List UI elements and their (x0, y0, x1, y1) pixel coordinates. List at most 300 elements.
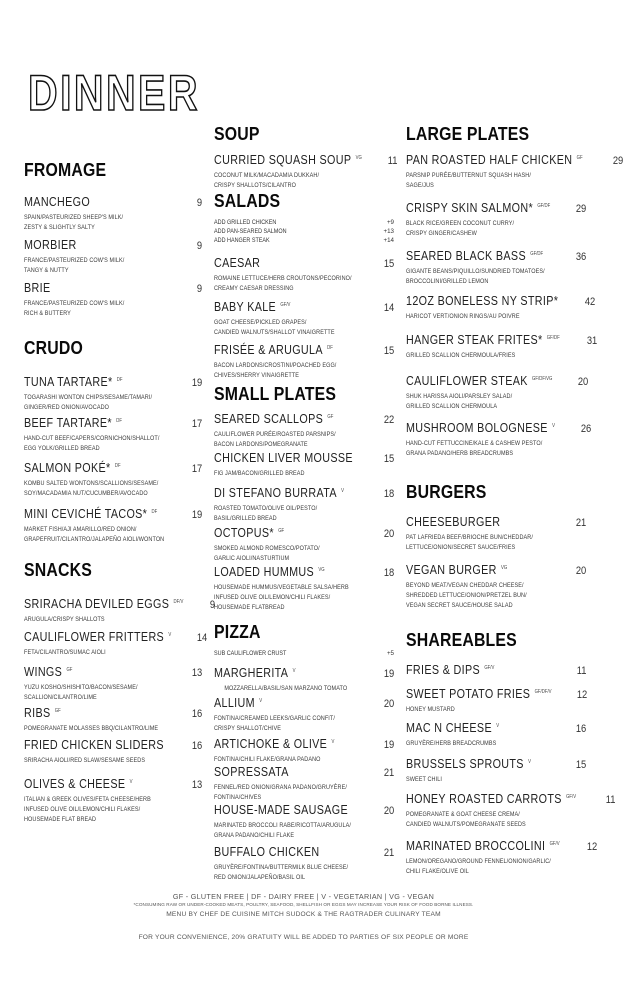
menu-item-marinated-broccolini (406, 837, 597, 877)
item-price: 12 (577, 689, 588, 702)
item-description: PAT LAFRIEDA BEEF/BRIOCHE BUN/CHEDDAR/ (406, 534, 533, 541)
menu-item-cheeseburger (406, 515, 586, 553)
item-description: POMEGRANATE MOLASSES BBQ/CILANTRO/LIME (24, 725, 159, 733)
item-name (24, 775, 133, 792)
item-description: MARKET FISH/AJI AMARILLO/RED ONION/ (24, 526, 137, 534)
dietary-tag: GF/V (484, 665, 495, 671)
item-price: 42 (584, 296, 596, 308)
section-title: SNACKS (24, 560, 92, 580)
item-description: HOUSEMADE FLATBREAD (214, 604, 285, 612)
item-name-text: SOPRESSATA (214, 765, 289, 779)
item-price: 14 (197, 632, 208, 645)
item-name-text: MANCHEGO (24, 195, 91, 209)
item-name-text: MARGHERITA (214, 666, 289, 681)
item-name-text: 12OZ BONELESS NY STRIP* (406, 294, 559, 308)
item-description: SHREDDED LETTUCE/ONION/PRETZEL BUN/ (406, 592, 527, 600)
item-price: 21 (383, 767, 394, 779)
menu-item-crispy-skin-salmon (406, 199, 586, 239)
section-title: SOUP (214, 124, 260, 144)
item-price: 17 (191, 463, 202, 476)
item-description: GRANA PADANO/HERB BREADCRUMBS (406, 450, 514, 458)
item-name (214, 151, 362, 168)
item-description: ROASTED TOMATO/OLIVE OIL/PESTO/ (214, 505, 318, 513)
menu-item-curried-squash-soup (214, 151, 398, 191)
item-description: FETA/CILANTRO/SUMAC AIOLI (24, 649, 106, 657)
item-name-text: SWEET POTATO FRIES (406, 687, 531, 702)
section-burgers (406, 482, 586, 502)
item-description: LEMON/OREGANO/GROUND FENNEL/ONION/GARLIC/ (406, 858, 551, 866)
menu-item-cauliflower-steak (406, 372, 589, 412)
item-name-text: HONEY ROASTED CARROTS (406, 792, 562, 807)
item-price: 13 (191, 779, 202, 792)
menu-item-ribs (24, 704, 202, 734)
item-name (406, 419, 555, 436)
item-name (214, 298, 290, 315)
item-price: 29 (613, 155, 624, 168)
item-price: 9 (210, 599, 216, 612)
item-description: BEYOND MEAT/VEGAN CHEDDAR CHEESE/ (406, 582, 524, 590)
item-description: ARUGULA/CRISPY SHALLOTS (24, 616, 105, 624)
raw-food-warning: *CONSUMING RAW OR UNDER-COOKED MEATS, POULTRY, SEAFOOD, SHELLFISH OR EGGS MAY INCREASE YOUR RISK OF FOOD BORNE ILLNESS. (133, 902, 474, 907)
menu-item-di-stefano-burrata (214, 484, 394, 524)
item-name-text: SEARED BLACK BASS (406, 249, 526, 264)
item-description: POMEGRANATE & GOAT CHEESE CREMA/ (406, 811, 520, 819)
dietary-tag: DF (114, 463, 121, 469)
item-description: GINGER/RED ONION/AVOCADO (24, 404, 110, 412)
section-title: SALADS (214, 191, 281, 211)
item-description: GARLIC AIOLI/NASTURTIUM (214, 555, 290, 563)
menu-item-fried-chicken-sliders (24, 738, 202, 766)
item-name (24, 281, 50, 296)
item-name-text: CHEESEBURGER (406, 515, 501, 529)
menu-item-seared-scallops (214, 410, 394, 450)
section-shareables (406, 630, 586, 650)
item-name-text: CRISPY SKIN SALMON* (406, 201, 534, 216)
item-price: 19 (191, 509, 202, 522)
item-name (24, 373, 123, 390)
item-name-text: CAULIFLOWER FRITTERS (24, 630, 165, 645)
addon-row (214, 227, 394, 236)
item-description: HOUSEMADE FLAT BREAD (24, 816, 97, 824)
item-description: FIG JAM/BACON/GRILLED BREAD (214, 470, 305, 477)
item-description: GRAPEFRUIT/CILANTRO/JALAPEÑO AIOLI/WONTON (24, 536, 165, 544)
item-name-text: CHICKEN LIVER MOUSSE (214, 451, 353, 465)
item-name (406, 294, 558, 309)
item-name (406, 661, 494, 678)
item-name-text: HANGER STEAK FRITES* (406, 333, 543, 348)
menu-item-octopus (214, 524, 394, 564)
addon-price: +5 (386, 650, 394, 657)
item-name-text: MUSHROOM BOLOGNESE (406, 421, 548, 436)
menu-item-loaded-hummus (214, 563, 394, 613)
item-name (214, 410, 333, 427)
section-title: FROMAGE (24, 160, 107, 180)
item-name-text: FRIED CHICKEN SLIDERS (24, 738, 164, 752)
item-price: 20 (383, 805, 394, 817)
dietary-tag: DF (116, 377, 123, 383)
item-name (406, 151, 583, 168)
item-name-text: LOADED HUMMUS (214, 565, 315, 580)
item-name (406, 755, 531, 772)
item-description: CANDIED WALNUTS/SHALLOT VINAIGRETTE (214, 329, 335, 337)
addon-price: +14 (383, 237, 394, 244)
item-name (214, 803, 348, 818)
dietary-tag: V (129, 779, 133, 785)
item-name (406, 331, 560, 348)
menu-item-brie (24, 281, 202, 319)
item-description: ITALIAN & GREEK OLIVES/FETA CHEESE/HERB (24, 796, 151, 804)
item-price: 17 (191, 418, 202, 431)
item-description: LETTUCE/ONION/SECRET SAUCE/FRIES (406, 544, 516, 551)
item-description: GRILLED SCALLION CHERMOULA (406, 403, 498, 411)
item-description: RICH & BUTTERY (24, 310, 71, 317)
item-description: HAND-CUT FETTUCCINE/KALE & CASHEW PESTO/ (406, 440, 543, 448)
item-description: CRISPY SHALLOT/CHIVE (214, 725, 281, 733)
item-description: SPAIN/PASTEURIZED SHEEP'S MILK/ (24, 214, 124, 221)
dietary-tag: V (496, 723, 500, 729)
menu-item-seared-black-bass (406, 247, 586, 287)
dietary-tag: GF (327, 414, 334, 420)
item-description: ROMAINE LETTUCE/HERB CROUTONS/PECORINO/ (214, 275, 352, 282)
menu-item-pan-roasted-half-chicken (406, 151, 624, 191)
menu-item-hanger-steak-frites (406, 331, 597, 361)
menu-item-fris-e-arugula (214, 341, 394, 381)
item-description: BACON LARDONS/POMEGRANATE (214, 441, 308, 449)
section-title: BURGERS (406, 482, 487, 502)
menu-item-olives-cheese (24, 775, 202, 825)
item-name-text: MAC N CHEESE (406, 721, 492, 736)
item-price: 20 (578, 376, 589, 389)
item-price: 15 (383, 345, 394, 358)
item-price: 18 (383, 488, 394, 501)
item-description: EGG YOLK/GRILLED BREAD (24, 445, 100, 453)
dietary-tag: V (292, 668, 296, 674)
section-small-plates (214, 384, 394, 404)
section-title: PIZZA (214, 622, 261, 642)
item-name-text: BRUSSELS SPROUTS (406, 757, 524, 772)
item-description: CRISPY SHALLOTS/CILANTRO (214, 182, 296, 190)
menu-item-artichoke-olive (214, 735, 394, 765)
item-name (214, 694, 262, 711)
item-description: RED ONION/JALAPEÑO/BASIL OIL (214, 874, 306, 881)
item-name-text: MORBIER (24, 238, 77, 252)
menu-item-mac-n-cheese (406, 719, 586, 749)
item-name-text: CAESAR (214, 256, 261, 270)
item-name (214, 845, 320, 860)
item-price: 19 (383, 668, 394, 681)
item-description: SHUK HARISSA AIOLI/PARSLEY SALAD/ (406, 393, 513, 401)
item-name-text: RIBS (24, 706, 51, 721)
section-title: SHAREABLES (406, 630, 517, 650)
item-description: INFUSED OLIVE OIL/LEMON/CHILI FLAKES/ (24, 806, 141, 814)
item-description: SRIRACHA AIOLI/RED SLAW/SESAME SEEDS (24, 757, 146, 764)
menu-item-morbier (24, 238, 202, 276)
item-name-text: BUFFALO CHICKEN (214, 845, 320, 859)
item-description: SMOKED ALMOND ROMESCO/POTATO/ (214, 545, 320, 553)
menu-item-salmon-pok (24, 459, 202, 499)
item-description: FRANCE/PASTEURIZED COW'S MILK/ (24, 257, 125, 264)
item-description: TOGARASHI WONTON CHIPS/SESAME/TAMARI/ (24, 394, 153, 402)
item-price: 9 (196, 240, 202, 252)
menu-item-tuna-tartare (24, 373, 202, 413)
item-description: GRILLED SCALLION CHERMOULA/FRIES (406, 352, 516, 360)
item-description: BASIL/GRILLED BREAD (214, 515, 277, 523)
menu-item-mushroom-bolognese (406, 419, 592, 459)
dietary-tag: GF/V (566, 794, 577, 800)
item-description: SCALLION/CILANTRO/LIME (24, 694, 97, 702)
item-price: 11 (387, 155, 398, 168)
item-name (406, 837, 560, 854)
item-description: HOUSEMADE HUMMUS/VEGETABLE SALSA/HERB (214, 584, 349, 592)
item-name (24, 195, 90, 210)
section-title: SMALL PLATES (214, 384, 337, 404)
item-price: 22 (383, 414, 394, 427)
menu-item-buffalo-chicken (214, 845, 394, 883)
item-name (406, 372, 552, 389)
item-name-text: MINI CEVICHÉ TACOS* (24, 507, 148, 522)
dietary-tag: V (331, 739, 335, 745)
item-name (214, 563, 325, 580)
item-name (214, 664, 295, 681)
item-name-text: WINGS (24, 665, 63, 680)
item-name (24, 414, 122, 431)
section-title: LARGE PLATES (406, 124, 530, 144)
dietary-tag: GF/V (549, 841, 560, 847)
item-name (214, 451, 353, 466)
item-name-text: OCTOPUS* (214, 526, 274, 541)
menu-item-honey-roasted-carrots (406, 790, 616, 830)
menu-item-sriracha-deviled-eggs (24, 595, 216, 625)
menu-item-sweet-potato-fries (406, 685, 586, 715)
item-name-text: TUNA TARTARE* (24, 375, 113, 390)
item-description: CAULIFLOWER PURÉE/ROASTED PARSNIPS/ (214, 431, 336, 439)
item-price: 20 (575, 565, 586, 578)
item-description: FONTINA/CHIVES (214, 794, 262, 801)
item-price: 15 (383, 258, 394, 270)
item-name-text: FRISÉE & ARUGULA (214, 343, 323, 358)
item-name-text: ARTICHOKE & OLIVE (214, 737, 328, 752)
item-price: 9 (196, 283, 202, 295)
menu-item-chicken-liver-mousse (214, 451, 394, 479)
dietary-tag: V (259, 698, 263, 704)
section-pizza (214, 622, 394, 658)
item-name-text: FRIES & DIPS (406, 663, 481, 678)
item-price: 15 (383, 453, 394, 465)
dietary-tag: DF/V (173, 599, 184, 605)
addon-label: ADD PAN-SEARED SALMON (214, 228, 287, 235)
menu-item-caesar (214, 256, 394, 294)
item-description: GOAT CHEESE/PICKLED GRAPES/ (214, 319, 307, 327)
dietary-tag: V (528, 759, 531, 765)
item-name (406, 515, 500, 530)
item-description: GRANA PADANO/CHILI FLAKE (214, 832, 295, 839)
dietary-tag: DF (116, 418, 122, 424)
menu-item-cauliflower-fritters (24, 628, 208, 658)
menu-item-manchego (24, 195, 202, 233)
dietary-tag: GF/DF (537, 203, 551, 209)
menu-item-baby-kale (214, 298, 394, 338)
item-name (214, 256, 260, 271)
addon-label: ADD GRILLED CHICKEN (214, 219, 277, 226)
item-price: 20 (383, 528, 394, 541)
menu-item-fries-dips (406, 661, 586, 679)
dietary-tag: VG (501, 565, 508, 571)
dietary-tag: V (168, 632, 172, 638)
item-price: 13 (191, 667, 202, 680)
dietary-tag: DF (151, 509, 158, 515)
item-description: CHIVES/SHERRY VINAIGRETTE (214, 372, 300, 380)
item-name-text: OLIVES & CHEESE (24, 777, 126, 792)
addon-row (214, 236, 394, 245)
item-description: CANDIED WALNUTS/POMEGRANATE SEEDS (406, 821, 526, 829)
chef-credit: MENU BY CHEF DE CUISINE MITCH SUDOCK & THE RAGTRADER CULINARY TEAM (166, 911, 441, 918)
item-description: FONTINA/CHILI FLAKE/GRANA PADANO (214, 756, 321, 764)
item-description: VEGAN SECRET SAUCE/HOUSE SALAD (406, 602, 513, 610)
item-price: 16 (575, 723, 586, 736)
menu-item-12oz-boneless-ny-strip (406, 294, 596, 322)
addon-list (214, 218, 394, 245)
item-name (406, 790, 576, 807)
menu-item-mini-cevich-tacos (24, 505, 202, 545)
item-name (406, 719, 499, 736)
section-fromage (24, 160, 202, 180)
item-name-text: SEARED SCALLOPS (214, 412, 324, 427)
item-description: YUZU KOSHO/SHISHITO/BACON/SESAME/ (24, 684, 138, 692)
item-description: BLACK RICE/GREEN COCONUT CURRY/ (406, 220, 515, 228)
item-name-text: CURRIED SQUASH SOUP (214, 153, 352, 168)
item-name (406, 199, 550, 216)
item-price: 18 (383, 567, 394, 580)
dietary-legend: GF - GLUTEN FREE | DF - DAIRY FREE | V - VEGETARIAN | VG - VEGAN (172, 892, 435, 901)
item-name (214, 735, 334, 752)
item-price: 31 (586, 335, 597, 348)
item-price: 11 (576, 665, 586, 678)
item-name-text: BEEF TARTARE* (24, 416, 112, 431)
item-name-text: PAN ROASTED HALF CHICKEN (406, 153, 573, 168)
item-description: MOZZARELLA/BASIL/SAN MARZANO TOMATO (224, 685, 348, 693)
item-name-text: BRIE (24, 281, 51, 295)
section-snacks (24, 560, 202, 580)
item-name-text: CAULIFLOWER STEAK (406, 374, 528, 389)
addon-price: +9 (386, 219, 394, 226)
item-name-text: DI STEFANO BURRATA (214, 486, 337, 501)
dietary-tag: GF (278, 528, 285, 534)
item-description: SWEET CHILI (406, 776, 442, 784)
item-name (214, 765, 289, 780)
item-name (24, 238, 77, 253)
menu-item-brussels-sprouts (406, 755, 586, 785)
menu-item-allium (214, 694, 394, 734)
item-price: 20 (383, 698, 394, 711)
dietary-tag: GF/DF (530, 251, 544, 257)
item-name (406, 685, 552, 702)
section-salads (214, 191, 394, 245)
item-description: TANGY & NUTTY (24, 267, 69, 274)
addon-list (214, 649, 394, 658)
item-description: MARINATED BROCCOLI RABE/RICOTTA/ARUGULA/ (214, 822, 351, 829)
item-price: 14 (383, 302, 394, 315)
item-price: 36 (575, 251, 586, 264)
item-description: BACON LARDONS/CROSTINI/POACHED EGG/ (214, 362, 337, 370)
item-description: KOMBU SALTED WONTONS/SCALLIONS/SESAME/ (24, 480, 159, 488)
item-price: 11 (605, 794, 616, 807)
item-name (24, 459, 121, 476)
addon-label: SUB CAULIFLOWER CRUST (214, 650, 287, 657)
item-name-text: ALLIUM (214, 696, 255, 711)
dietary-tag: VG (355, 155, 362, 161)
dietary-tag: V (552, 423, 555, 429)
item-price: 9 (196, 197, 202, 209)
section-title: CRUDO (24, 338, 83, 358)
item-price: 21 (383, 847, 394, 859)
item-price: 16 (191, 708, 202, 721)
item-description: ZESTY & SLIGHTLY SALTY (24, 224, 95, 231)
dietary-tag: VG (318, 567, 325, 573)
item-name (214, 524, 284, 541)
item-description: GRUYÈRE/FONTINA/BUTTERMILK BLUE CHEESE/ (214, 864, 349, 871)
item-name (24, 704, 61, 721)
dietary-tag: GF (576, 155, 583, 161)
item-description: FRANCE/PASTEURIZED COW'S MILK/ (24, 300, 125, 307)
item-description: FONTINA/CREAMED LEEKS/GARLIC CONFIT/ (214, 715, 335, 723)
addon-row (214, 649, 394, 658)
menu-item-sopressata (214, 765, 394, 803)
item-price: 16 (191, 740, 202, 752)
item-description: HARICOT VERT/ONION RINGS/AU POIVRE (406, 313, 520, 320)
item-description: CHILI FLAKE/OLIVE OIL (406, 868, 469, 876)
item-name (24, 505, 157, 522)
item-description: SAGE/JUS (406, 182, 434, 190)
dietary-tag: GF/DF/V (534, 689, 552, 695)
item-name (24, 628, 171, 645)
item-name-text: HOUSE-MADE SAUSAGE (214, 803, 349, 817)
item-description: INFUSED OLIVE OIL/LEMON/CHILI FLAKES/ (214, 594, 331, 602)
item-price: 29 (575, 203, 586, 216)
section-crudo (24, 338, 202, 358)
item-description: CREAMY CAESAR DRESSING (214, 285, 294, 292)
item-name (24, 738, 164, 753)
dietary-tag: GF/DF/VG (532, 376, 553, 382)
addon-price: +13 (383, 228, 394, 235)
item-name-text: MARINATED BROCCOLINI (406, 839, 546, 854)
item-name-text: BABY KALE (214, 300, 277, 315)
item-price: 15 (575, 759, 586, 772)
addon-row (214, 218, 394, 227)
menu-item-margherita (214, 664, 394, 694)
item-name (214, 341, 333, 358)
item-description: HAND-CUT BEEF/CAPERS/CORNICHON/SHALLOT/ (24, 435, 160, 443)
menu-item-vegan-burger (406, 561, 586, 611)
item-name (406, 561, 507, 578)
gratuity-notice: FOR YOUR CONVENIENCE, 20% GRATUITY WILL BE ADDED TO PARTIES OF SIX PEOPLE OR MORE (138, 934, 469, 941)
item-name (24, 663, 72, 680)
menu-title: DINNER (28, 65, 200, 121)
item-description: HONEY MUSTARD (406, 706, 455, 714)
menu-item-house-made-sausage (214, 803, 394, 841)
item-name-text: SALMON POKÉ* (24, 461, 111, 476)
dietary-tag: GF (66, 667, 73, 673)
item-price: 21 (575, 517, 586, 529)
item-name (406, 247, 543, 264)
menu-item-wings (24, 663, 202, 703)
section-soup (214, 124, 394, 144)
item-description: FENNEL/RED ONION/GRANA PADANO/GRUYÈRE/ (214, 784, 347, 791)
item-description: CRISPY GINGER/CASHEW (406, 230, 477, 238)
item-description: GRUYÈRE/HERB BREADCRUMBS (406, 740, 497, 748)
item-name-text: VEGAN BURGER (406, 563, 497, 578)
item-price: 19 (383, 739, 394, 752)
dietary-tag: GF (54, 708, 61, 714)
